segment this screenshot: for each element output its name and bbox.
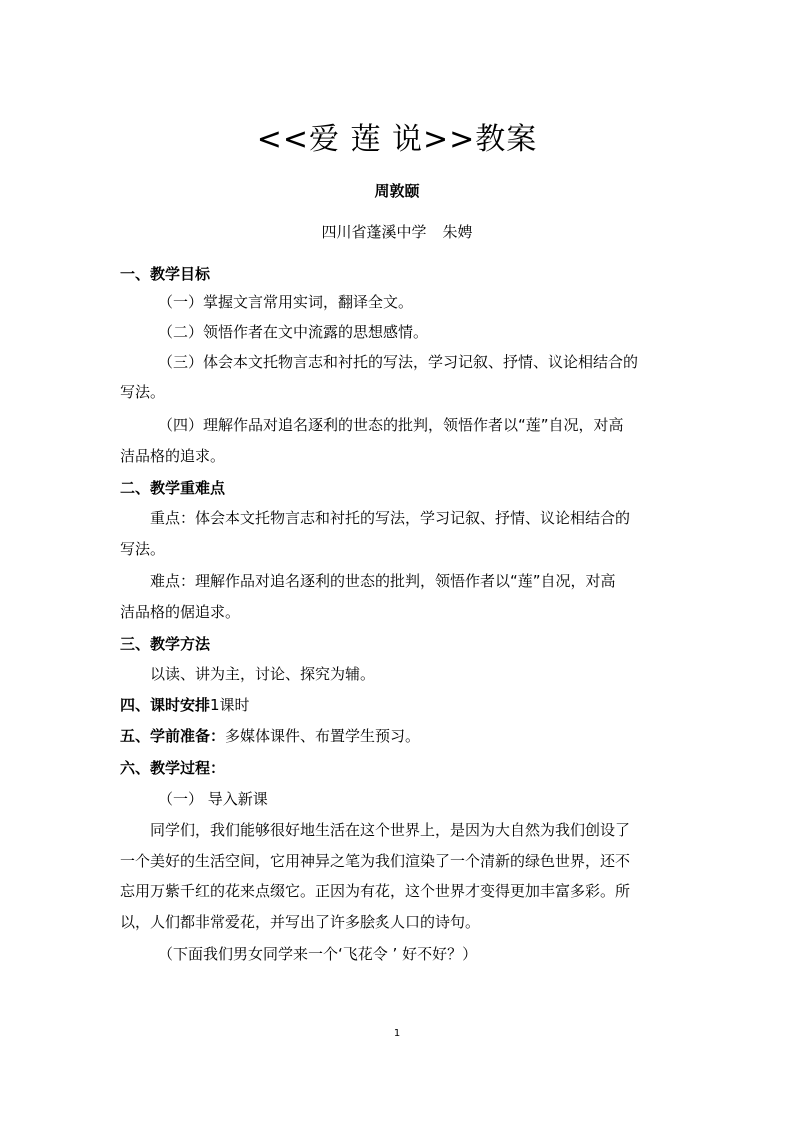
- intro-paragraph-line3: 忘用万紫千红的花来点缀它。正因为有花，这个世界才变得更加丰富多彩。所: [120, 882, 631, 900]
- objective-item-3-line1: （三）体会本文托物言志和衬托的写法，学习记叙、抒情、议论相结合的: [158, 353, 639, 371]
- difficulty-line2: 洁品格的倨追求。: [120, 603, 241, 621]
- schedule-label: 四、课时安排: [120, 696, 211, 714]
- school-name: 四川省蓬溪中学: [321, 223, 427, 241]
- intro-note: （下面我们男女同学来一个‘飞花令 ’ 好不好？）: [158, 945, 478, 963]
- school-teacher-line: [0, 221, 794, 242]
- preparation-label: 五、学前准备：: [120, 727, 226, 745]
- objective-item-4-line1: （四）理解作品对追名逐利的世态的批判，领悟作者以“莲”自况，对高: [158, 416, 624, 434]
- section-heading-process: 六、教学过程：: [120, 759, 226, 777]
- section-heading-methods: 三、教学方法: [120, 635, 211, 653]
- intro-paragraph-line4: 以，人们都非常爱花，并写出了许多脍炙人口的诗句。: [120, 913, 481, 931]
- section-heading-preparation: [120, 726, 680, 746]
- preparation-value: 多媒体课件、布置学生预习。: [225, 727, 421, 745]
- section-heading-key-points: 二、教学重难点: [120, 479, 226, 497]
- teacher-name: 朱娉: [442, 223, 473, 241]
- objective-item-1: （一）掌握文言常用实词，翻译全文。: [158, 293, 414, 311]
- key-point-line2: 写法。: [120, 540, 166, 558]
- key-point-line1: 重点：体会本文托物言志和衬托的写法，学习记叙、抒情、议论相结合的: [150, 509, 631, 527]
- section-heading-objectives: 一、教学目标: [120, 265, 211, 283]
- author-name: 周敦颐: [374, 182, 420, 200]
- intro-paragraph-line1: 同学们，我们能够很好地生活在这个世界上，是因为大自然为我们创设了: [150, 821, 631, 839]
- difficulty-line1: 难点：理解作品对追名逐利的世态的批判，领悟作者以“莲”自况，对高: [150, 572, 616, 590]
- document-title: <<爱 莲 说>>教案: [256, 122, 538, 157]
- schedule-value: 1课时: [210, 696, 250, 714]
- intro-paragraph-line2: 一个美好的生活空间，它用神异之笔为我们渲染了一个清新的绿色世界，还不: [120, 852, 631, 870]
- process-subheading-intro: （一） 导入新课: [158, 790, 268, 808]
- objective-item-3-line2: 写法。: [120, 383, 166, 401]
- objective-item-4-line2: 洁品格的追求。: [120, 447, 226, 465]
- methods-text: 以读、讲为主，讨论、探究为辅。: [150, 665, 376, 683]
- section-heading-schedule: [120, 695, 680, 715]
- objective-item-2: （二）领悟作者在文中流露的思想感情。: [158, 323, 429, 341]
- page-number: 1: [393, 1028, 401, 1039]
